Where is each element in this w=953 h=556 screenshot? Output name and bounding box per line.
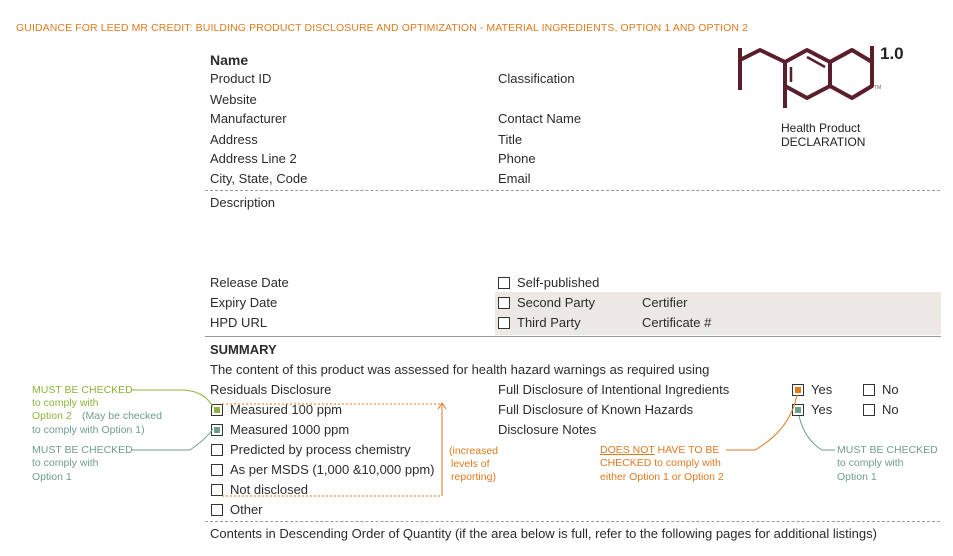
yes-label: Yes (811, 382, 833, 397)
product-name-label: Name (210, 52, 249, 68)
phone-label: Phone (498, 151, 536, 166)
annotation-title: MUST BE CHECKED (32, 384, 133, 396)
annotation-emphasis: DOES NOT (600, 444, 655, 456)
contents-divider (205, 521, 940, 522)
annotation-text: (increased (449, 445, 499, 457)
expiry-date-label: Expiry Date (210, 295, 278, 310)
guidance-banner: GUIDANCE FOR LEED MR CREDIT: BUILDING PRODUCT DISCLOSURE AND OPTIMIZATION - MATERIAL INGREDIENTS, OPTION 1 AND OPTION 2 (16, 22, 749, 34)
no-label: No (882, 382, 899, 397)
third-party-label: Third Party (517, 315, 581, 330)
annotation-text: HAVE TO BE (657, 444, 720, 456)
address-line2-label: Address Line 2 (210, 151, 297, 166)
city-state-code-label: City, State, Code (210, 171, 308, 186)
annotation-title: MUST BE CHECKED (837, 444, 938, 456)
description-label: Description (210, 195, 276, 210)
option-label: Other (230, 502, 263, 517)
option-label: As per MSDS (1,000 &10,000 ppm) (230, 462, 435, 477)
annotation-text: CHECKED to comply with (600, 457, 721, 469)
annotation-text: to comply with (32, 397, 99, 409)
logo-version: 1.0 (880, 44, 904, 63)
annotation-text: reporting) (451, 471, 496, 483)
logo-tm: TM (874, 85, 882, 91)
annotation-text: either Option 1 or Option 2 (600, 471, 724, 483)
title-label: Title (498, 132, 523, 147)
disclosure-notes-label: Disclosure Notes (498, 422, 597, 437)
no-label: No (882, 402, 899, 417)
annotation-text: to comply with (837, 457, 904, 469)
annotation-text: Option 1 (32, 471, 72, 483)
annotation-text: Option 1 (837, 471, 877, 483)
annotation-text: levels of (451, 458, 490, 470)
summary-heading: SUMMARY (210, 342, 277, 357)
annotation-text: (May be checked (82, 410, 162, 422)
website-label: Website (210, 92, 257, 107)
full-intentional-label: Full Disclosure of Intentional Ingredients (498, 382, 730, 397)
option-label: Measured 100 ppm (230, 402, 343, 417)
annotation-text: to comply with (32, 457, 99, 469)
classification-label: Classification (498, 71, 575, 86)
certifier-label: Certifier (642, 295, 688, 310)
annotation-title: MUST BE CHECKED (32, 444, 133, 456)
contact-name-label: Contact Name (498, 111, 582, 126)
product-id-label: Product ID (210, 71, 272, 86)
summary-intro: The content of this product was assessed for health hazard warnings as required using (210, 362, 710, 377)
address-label: Address (210, 132, 258, 147)
residuals-disclosure-label: Residuals Disclosure (210, 382, 332, 397)
second-party-label: Second Party (517, 295, 596, 310)
email-label: Email (498, 171, 531, 186)
self-published-label: Self-published (517, 275, 600, 290)
manufacturer-label: Manufacturer (210, 111, 287, 126)
certificate-label: Certificate # (642, 315, 712, 330)
yes-label: Yes (811, 402, 833, 417)
option-label: Measured 1000 ppm (230, 422, 350, 437)
contents-heading: Contents in Descending Order of Quantity (if the area below is full, refer to the following pages for additional listings) (210, 526, 877, 541)
release-date-label: Release Date (210, 275, 289, 290)
option-label: Not disclosed (230, 482, 309, 497)
option-label: Predicted by process chemistry (230, 442, 411, 457)
annotation-text: to comply with Option 1) (32, 424, 145, 436)
logo-line2: DECLARATION (781, 135, 866, 149)
hpd-url-label: HPD URL (210, 315, 268, 330)
annotation-text: Option 2 (32, 410, 72, 422)
logo-line1: Health Product (781, 121, 861, 135)
full-hazards-label: Full Disclosure of Known Hazards (498, 402, 694, 417)
